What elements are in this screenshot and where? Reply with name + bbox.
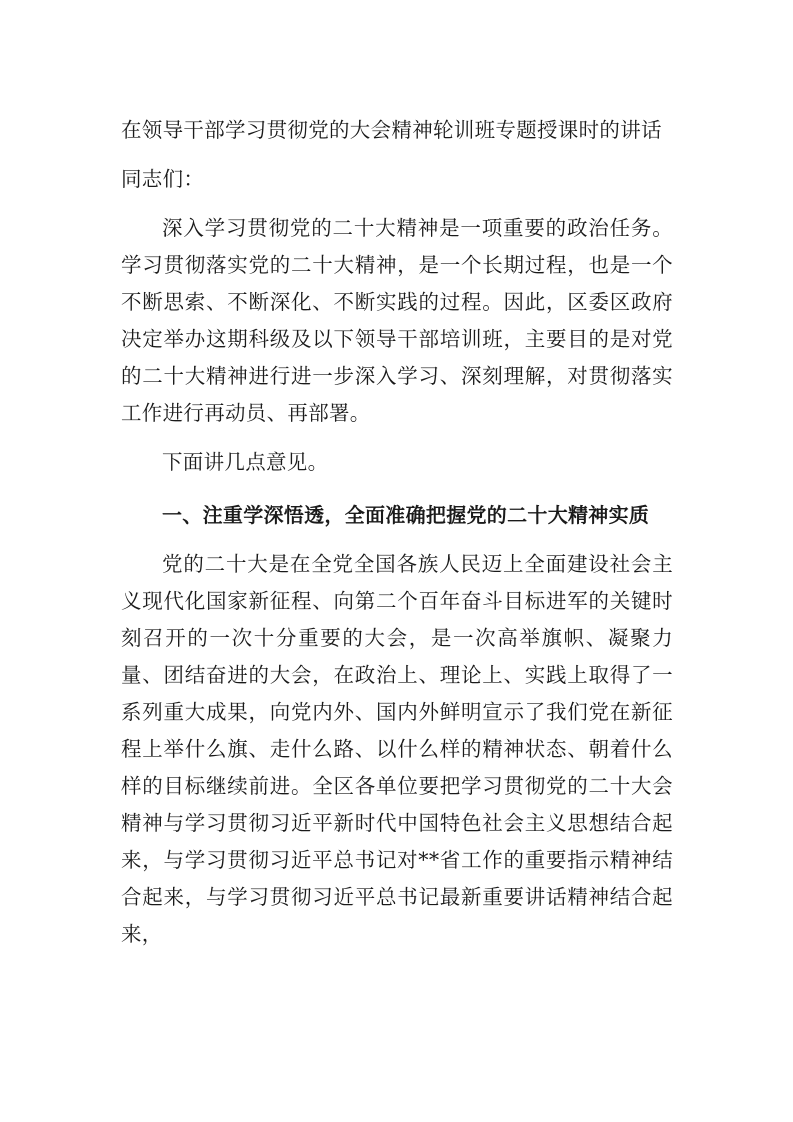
intro-paragraph: 深入学习贯彻党的二十大精神是一项重要的政治任务。学习贯彻落实党的二十大精神，是一个长期过程，也是一个不断思索、不断深化、不断实践的过程。因此，区委区政府决定举办这期科级及以下领导干部培训班，主要目的是对党的二十大精神进行进一步深入学习、深刻理解，对贯彻落实工作进行再动员、再部署。 (121, 216, 673, 425)
section-1-paragraph: 党的二十大是在全党全国各族人民迈上全面建设社会主义现代化国家新征程、向第二个百年奋斗目标进军的关键时刻召开的一次十分重要的大会，是一次高举旗帜、凝聚力量、团结奋进的大会，在政治上、理论上、实践上取得了一系列重大成果，向党内外、国内外鲜明宣示了我们党在新征程上举什么旗、走什么路、以什么样的精神状态、朝着什么样的目标继续前进。全区各单位要把学习贯彻党的二十大会精神与学习贯彻习近平新时代中国特色社会主义思想结合起来，与学习贯彻习近平总书记对**省工作的重要指示精神结合起来，与学习贯彻习近平总书记最新重要讲话精神结合起来， (121, 552, 673, 946)
document-body (121, 112, 673, 953)
transition-paragraph: 下面讲几点意见。 (162, 450, 329, 474)
document-title: 在领导干部学习贯彻党的大会精神轮训班专题授课时的讲话 (121, 118, 662, 142)
section-heading-1: 一、注重学深悟透，全面准确把握党的二十大精神实质 (162, 503, 650, 527)
salutation: 同志们： (121, 167, 205, 191)
